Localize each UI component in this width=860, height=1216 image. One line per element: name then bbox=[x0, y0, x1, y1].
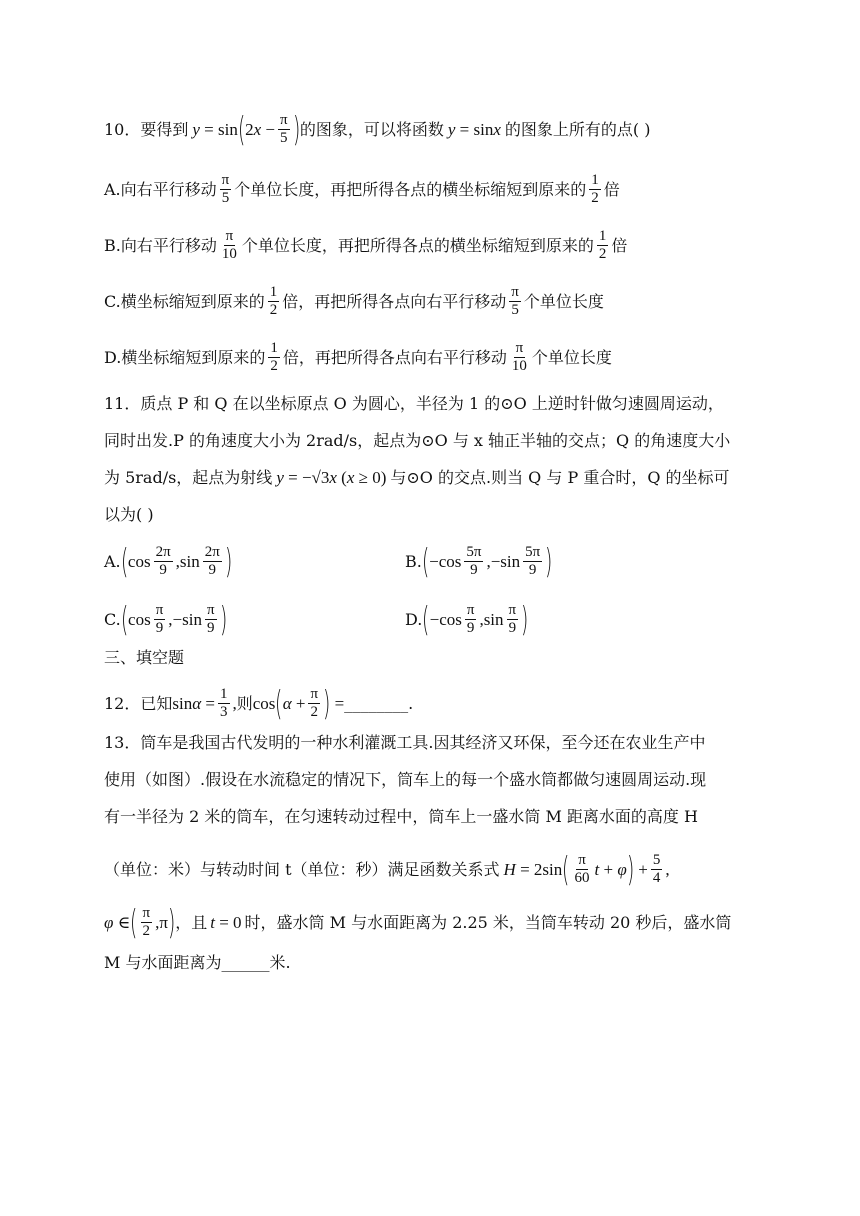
q13-phase-range: φ ∈ ( $\frac{\pi}{2}$ ,π ) bbox=[104, 902, 176, 943]
q10-base-formula: y = sinx bbox=[447, 119, 501, 139]
fraction: $\frac{1}{2}$ bbox=[591, 172, 599, 206]
q10-option-b: B.向右平行移动 $\frac{\pi}{10}$ 个单位长度，再把所得各点的横坐标缩短到原来的 $\frac{1}{2}$ 倍 bbox=[104, 228, 628, 262]
q13-initial-time: t = 0 bbox=[210, 912, 242, 932]
fraction: $\frac{\pi}{10}$ bbox=[511, 340, 527, 374]
q11-option-d: D. ( −cos $\frac{\pi}{9}$ ,sin $\frac{\pi}{9}$ ) bbox=[405, 599, 529, 640]
q11-line4: 以为( ) bbox=[104, 505, 154, 524]
q11-option-a-formula: ( cos $\frac{2\pi}{9}$ ,sin $\frac{2\pi}{9}$ ) bbox=[120, 541, 233, 582]
q11-option-c: C. ( cos $\frac{\pi}{9}$ ,−sin $\frac{\pi}{9}$ ) bbox=[104, 599, 227, 640]
q11-options-row1: A. ( cos $\frac{2\pi}{9}$ ,sin $\frac{2\pi}{9}$ ) bbox=[104, 541, 233, 582]
q13-line5: φ ∈ ( $\frac{\pi}{2}$ ,π ) ，且 t = 0 时，盛水筒 M 与水面距离为 2.25 米，当筒车转动 20 秒后，盛水筒 bbox=[104, 902, 732, 943]
q13-line3: 有一半径为 2 米的筒车，在匀速转动过程中，筒车上一盛水筒 M 距离水面的高度 H bbox=[104, 807, 698, 826]
q11-ray-formula: y = −√3x (x ≥ 0) bbox=[276, 468, 387, 487]
q10-target-formula: y = sin ( 2 x − $\frac{\pi}{5}$ ) bbox=[192, 109, 300, 150]
q13-line2: 使用（如图）.假设在水流稳定的情况下，筒车上的每一个盛水筒都做匀速圆周运动.现 bbox=[104, 770, 707, 789]
q11-line2: 同时出发.P 的角速度大小为 2rad/s，起点为⊙O 与 x 轴正半轴的交点；Q 的角速度大小 bbox=[104, 431, 731, 450]
q13-function-formula: H = 2sin ( $\frac{\pi}{60}$ t + φ ) + $\frac{5}{4}$ , bbox=[503, 849, 670, 890]
q12-given-formula: sin α = $\frac{1}{3}$ , bbox=[172, 686, 237, 720]
fraction: $\frac{\pi}{10}$ bbox=[221, 228, 237, 262]
fraction: $\frac{1}{2}$ bbox=[598, 228, 607, 262]
q10-stem: 10．要得到 y = sin ( 2 x − $\frac{\pi}{5}$ ) 的图象，可以将函数 y = sinx 的图象上所有的点( ) bbox=[104, 109, 651, 150]
q11-option-b-formula: ( −cos $\frac{5\pi}{9}$ ,−sin $\frac{5\pi}{9}$ ) bbox=[421, 541, 553, 582]
q13-line4: （单位：米）与转动时间 t（单位：秒）满足函数关系式 H = 2sin ( $\frac{\pi}{60}$ t + φ ) + $\frac{5}{4}$ , bbox=[104, 849, 670, 890]
fraction: $\frac{1}{2}$ bbox=[270, 340, 278, 374]
q11-line3: 为 5rad/s，起点为射线 y = −√3x (x ≥ 0) 与⊙O 的交点.则当 Q 与 P 重合时，Q 的坐标可 bbox=[104, 468, 730, 487]
q10-option-a: A.向右平行移动 $\frac{\pi}{5}$ 个单位长度，再把所得各点的横坐标缩短到原来的 $\frac{1}{2}$ 倍 bbox=[104, 172, 620, 206]
fraction: $\frac{\pi}{5}$ bbox=[511, 284, 519, 318]
q13-line6: M 与水面距离为______米. bbox=[104, 953, 291, 972]
section-heading: 三、填空题 bbox=[104, 648, 185, 667]
q11-option-d-formula: ( −cos $\frac{\pi}{9}$ ,sin $\frac{\pi}{9}$ ) bbox=[422, 599, 529, 640]
q13-line1: 13．筒车是我国古代发明的一种水利灌溉工具.因其经济又环保，至今还在农业生产中 bbox=[104, 733, 706, 752]
fraction: $\frac{\pi}{5}$ bbox=[221, 172, 230, 206]
q12-target-formula: cos ( α + $\frac{\pi}{2}$ ) = bbox=[252, 683, 345, 724]
q11-option-b: B. ( −cos $\frac{5\pi}{9}$ ,−sin $\frac{5\pi}{9}$ ) bbox=[405, 541, 553, 582]
q10-option-c: C.横坐标缩短到原来的 $\frac{1}{2}$ 倍，再把所得各点向右平行移动 $\frac{\pi}{5}$ 个单位长度 bbox=[104, 284, 604, 318]
fraction: $\frac{1}{2}$ bbox=[269, 284, 278, 318]
q10-option-d: D.横坐标缩短到原来的 $\frac{1}{2}$ 倍，再把所得各点向右平行移动 $\frac{\pi}{10}$ 个单位长度 bbox=[104, 340, 612, 374]
q11-line1: 11．质点 P 和 Q 在以坐标原点 O 为圆心，半径为 1 的⊙O 上逆时针做匀速圆周运动， bbox=[104, 394, 724, 413]
q12: 12．已知 sin α = $\frac{1}{3}$ , 则 cos ( α + $\frac{\pi}{2}$ ) = ________. bbox=[104, 683, 414, 724]
q11-option-c-formula: ( cos $\frac{\pi}{9}$ ,−sin $\frac{\pi}{9}$ ) bbox=[120, 599, 227, 640]
